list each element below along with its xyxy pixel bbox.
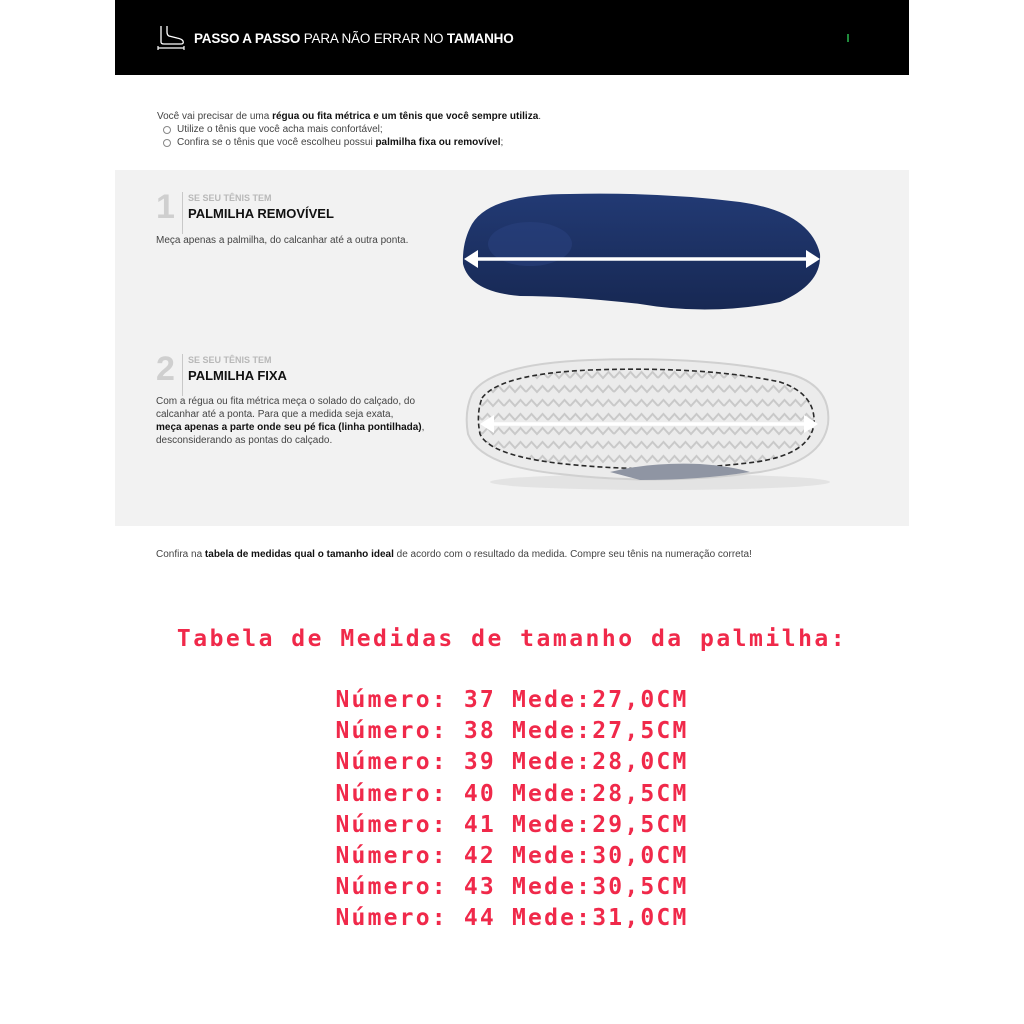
banner-title: PASSO A PASSO PARA NÃO ERRAR NO TAMANHO [194, 31, 514, 46]
size-row: Número: 40 Mede:28,5CM [335, 780, 689, 807]
size-row: Número: 43 Mede:30,5CM [335, 874, 689, 901]
step-number: 1 [156, 188, 175, 226]
intro-line: Você vai precisar de uma régua ou fita métrica e um tênis que você sempre utiliza. [157, 111, 542, 122]
removable-insole-image [460, 184, 825, 314]
step-2-description: Com a régua ou fita métrica meça o solado do calçado, do calcanhar até a ponta. Para que a medida seja exata, meça apenas a parte onde seu pé fica (linha pontilhada), desconsiderando as pontas do calçado. [156, 396, 425, 446]
intro-bullet-2: Confira se o tênis que você escolheu possui palmilha fixa ou removível; [157, 136, 541, 149]
radio-circle-icon [163, 139, 171, 147]
size-row: Número: 39 Mede:28,0CM [335, 749, 689, 776]
divider [182, 354, 183, 396]
banner-accent-mark [847, 34, 849, 42]
radio-circle-icon [163, 126, 171, 134]
step-kicker: SE SEU TÊNIS TEM [188, 193, 272, 203]
size-row: Número: 37 Mede:27,0CM [335, 687, 689, 713]
fixed-insole-sole-image [460, 354, 850, 494]
foot-measure-icon [155, 24, 187, 52]
instructions-panel [115, 170, 909, 526]
header-banner [115, 0, 909, 75]
size-table [0, 685, 1024, 935]
confira-note: Confira na tabela de medidas qual o tamanho ideal de acordo com o resultado da medida. Compre seu tênis na numeração correta! [156, 549, 752, 560]
step-title: PALMILHA REMOVÍVEL [188, 206, 334, 221]
intro-text [157, 110, 541, 149]
step-1-description: Meça apenas a palmilha, do calcanhar até a outra ponta. [156, 235, 409, 246]
size-row: Número: 44 Mede:31,0CM [335, 905, 689, 932]
step-title: PALMILHA FIXA [188, 368, 287, 383]
size-row: Número: 38 Mede:27,5CM [335, 718, 689, 745]
size-row: Número: 42 Mede:30,0CM [335, 843, 689, 870]
step-number: 2 [156, 350, 175, 388]
step-kicker: SE SEU TÊNIS TEM [188, 355, 272, 365]
size-row: Número: 41 Mede:29,5CM [335, 811, 689, 838]
divider [182, 192, 183, 234]
size-table-title: Tabela de Medidas de tamanho da palmilha: [176, 626, 848, 652]
intro-bullet-1: Utilize o tênis que você acha mais confortável; [157, 123, 541, 136]
